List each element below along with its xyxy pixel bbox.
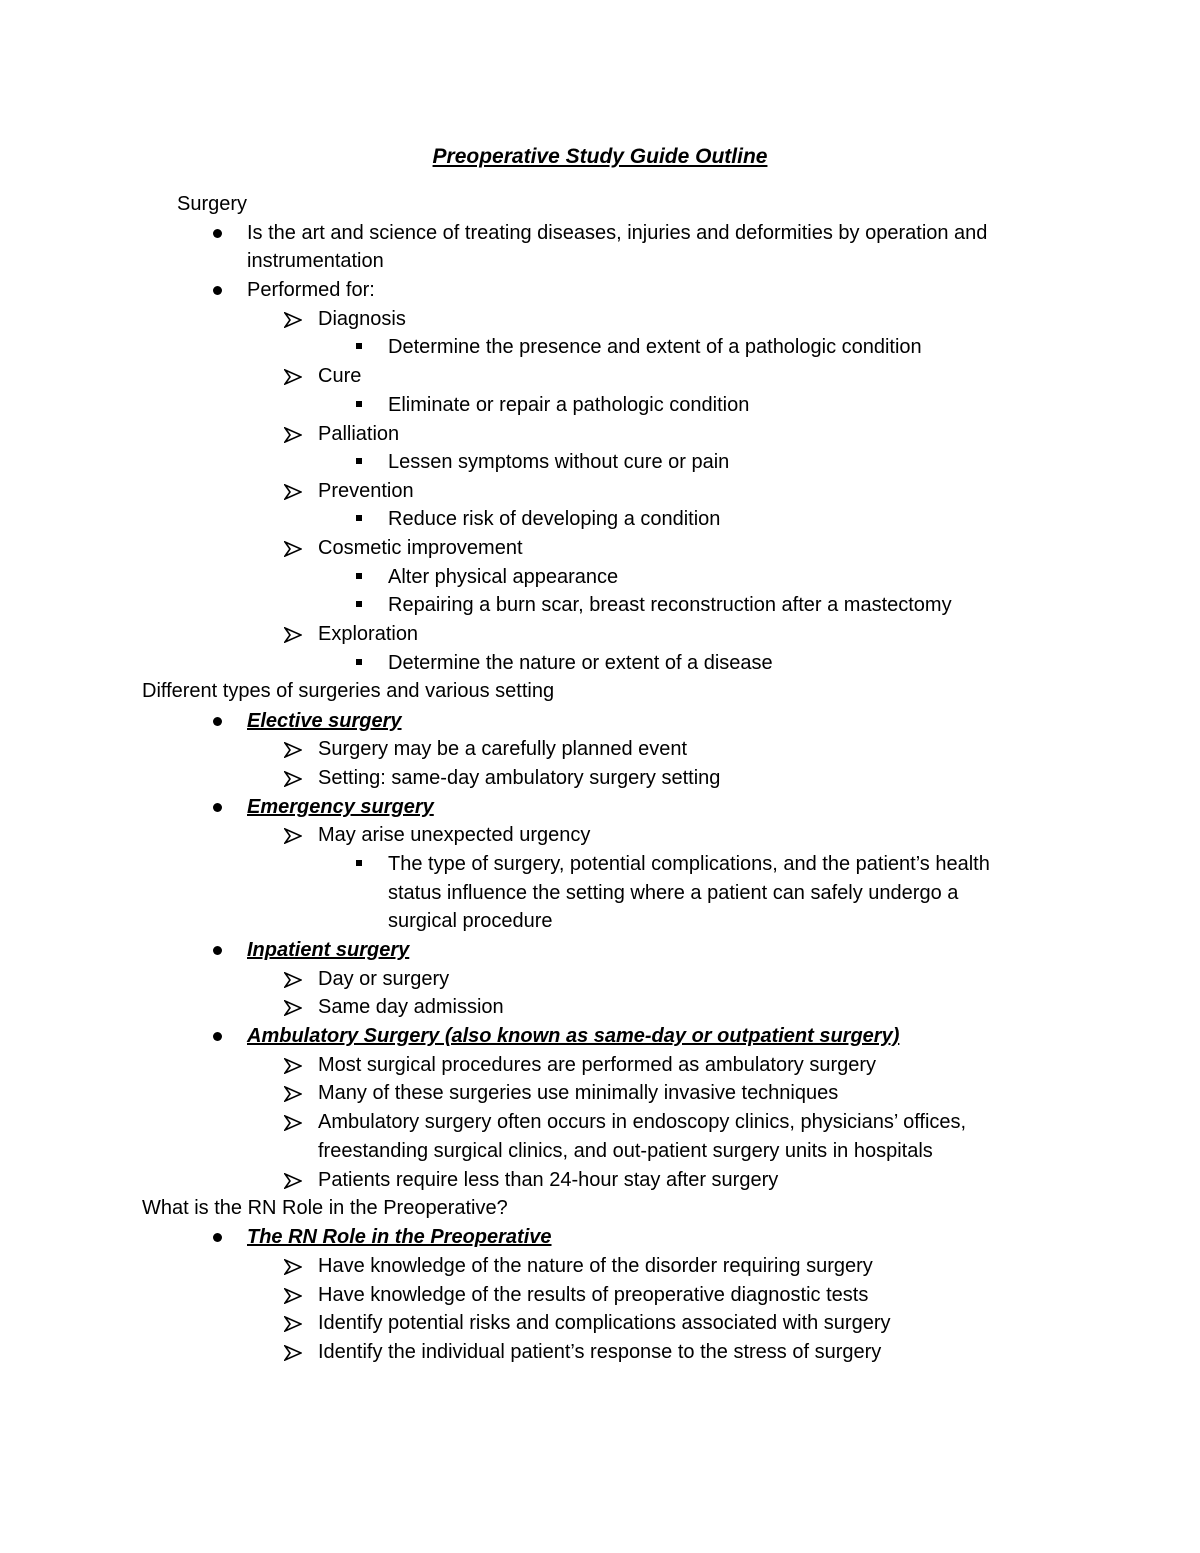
arrow-bullet-icon xyxy=(284,742,302,758)
inpatient-point: Day or surgery xyxy=(318,968,450,990)
section-heading-surgery: Surgery xyxy=(177,193,248,215)
purpose-label: Prevention xyxy=(318,480,414,502)
rn-role-label: The RN Role in the Preoperative xyxy=(247,1226,552,1248)
square-bullet-icon xyxy=(356,601,362,607)
arrow-bullet-icon xyxy=(284,1316,302,1332)
performed-for-label: Performed for: xyxy=(247,279,375,301)
arrow-bullet-icon xyxy=(284,312,302,328)
elective-point: Setting: same-day ambulatory surgery setting xyxy=(318,767,721,789)
inpatient-point: Same day admission xyxy=(318,996,504,1018)
section-heading-types: Different types of surgeries and various setting xyxy=(142,680,555,702)
emergency-surgery-label: Emergency surgery xyxy=(247,796,434,818)
ambulatory-point: Ambulatory surgery often occurs in endoscopy clinics, physicians’ offices, xyxy=(318,1111,967,1133)
bullet-dot-icon xyxy=(213,1233,222,1242)
bullet-dot-icon xyxy=(213,946,222,955)
ambulatory-point-continuation: freestanding surgical clinics, and out-patient surgery units in hospitals xyxy=(318,1140,933,1162)
arrow-bullet-icon xyxy=(284,541,302,557)
purpose-detail: Determine the nature or extent of a disease xyxy=(388,652,773,674)
bullet-dot-icon xyxy=(213,1032,222,1041)
bullet-dot-icon xyxy=(213,717,222,726)
purpose-detail: Lessen symptoms without cure or pain xyxy=(388,451,730,473)
arrow-bullet-icon xyxy=(284,1000,302,1016)
purpose-label: Cosmetic improvement xyxy=(318,537,523,559)
square-bullet-icon xyxy=(356,458,362,464)
square-bullet-icon xyxy=(356,659,362,665)
arrow-bullet-icon xyxy=(284,484,302,500)
arrow-bullet-icon xyxy=(284,627,302,643)
purpose-detail: Reduce risk of developing a condition xyxy=(388,508,721,530)
purpose-label: Diagnosis xyxy=(318,308,406,330)
arrow-bullet-icon xyxy=(284,972,302,988)
elective-surgery-label: Elective surgery xyxy=(247,710,402,732)
ambulatory-point: Many of these surgeries use minimally invasive techniques xyxy=(318,1082,839,1104)
ambulatory-surgery-label: Ambulatory Surgery (also known as same-day or outpatient surgery) xyxy=(247,1025,900,1047)
arrow-bullet-icon xyxy=(284,1115,302,1131)
purpose-detail: Eliminate or repair a pathologic condition xyxy=(388,394,750,416)
surgery-definition-line2: instrumentation xyxy=(247,250,384,272)
rn-role-point: Identify potential risks and complications associated with surgery xyxy=(318,1312,891,1334)
elective-point: Surgery may be a carefully planned event xyxy=(318,738,688,760)
arrow-bullet-icon xyxy=(284,1058,302,1074)
rn-role-point: Have knowledge of the results of preoperative diagnostic tests xyxy=(318,1284,869,1306)
rn-role-point: Have knowledge of the nature of the disorder requiring surgery xyxy=(318,1255,873,1277)
bullet-dot-icon xyxy=(213,286,222,295)
arrow-bullet-icon xyxy=(284,1086,302,1102)
inpatient-surgery-label: Inpatient surgery xyxy=(247,939,410,961)
purpose-detail: Repairing a burn scar, breast reconstruction after a mastectomy xyxy=(388,594,952,616)
emergency-detail-line: status influence the setting where a patient can safely undergo a xyxy=(388,882,959,904)
square-bullet-icon xyxy=(356,401,362,407)
emergency-point: May arise unexpected urgency xyxy=(318,824,591,846)
surgery-definition-line1: Is the art and science of treating diseases, injuries and deformities by operation and xyxy=(247,222,988,244)
arrow-bullet-icon xyxy=(284,771,302,787)
bullet-dot-icon xyxy=(213,229,222,238)
rn-role-point: Identify the individual patient’s response to the stress of surgery xyxy=(318,1341,882,1363)
arrow-bullet-icon xyxy=(284,1345,302,1361)
square-bullet-icon xyxy=(356,860,362,866)
arrow-bullet-icon xyxy=(284,828,302,844)
purpose-label: Cure xyxy=(318,365,362,387)
square-bullet-icon xyxy=(356,573,362,579)
document-title: Preoperative Study Guide Outline xyxy=(432,145,768,168)
square-bullet-icon xyxy=(356,515,362,521)
arrow-bullet-icon xyxy=(284,1288,302,1304)
bullet-dot-icon xyxy=(213,803,222,812)
purpose-label: Exploration xyxy=(318,623,419,645)
ambulatory-point: Patients require less than 24-hour stay after surgery xyxy=(318,1169,779,1191)
emergency-detail-line: surgical procedure xyxy=(388,910,553,932)
arrow-bullet-icon xyxy=(284,369,302,385)
purpose-label: Palliation xyxy=(318,423,400,445)
purpose-detail: Alter physical appearance xyxy=(388,566,619,588)
section-heading-rn-role: What is the RN Role in the Preoperative? xyxy=(142,1197,508,1219)
arrow-bullet-icon xyxy=(284,427,302,443)
ambulatory-point: Most surgical procedures are performed as ambulatory surgery xyxy=(318,1054,877,1076)
arrow-bullet-icon xyxy=(284,1259,302,1275)
arrow-bullet-icon xyxy=(284,1173,302,1189)
square-bullet-icon xyxy=(356,343,362,349)
emergency-detail-line: The type of surgery, potential complications, and the patient’s health xyxy=(388,853,990,875)
purpose-detail: Determine the presence and extent of a pathologic condition xyxy=(388,336,922,358)
